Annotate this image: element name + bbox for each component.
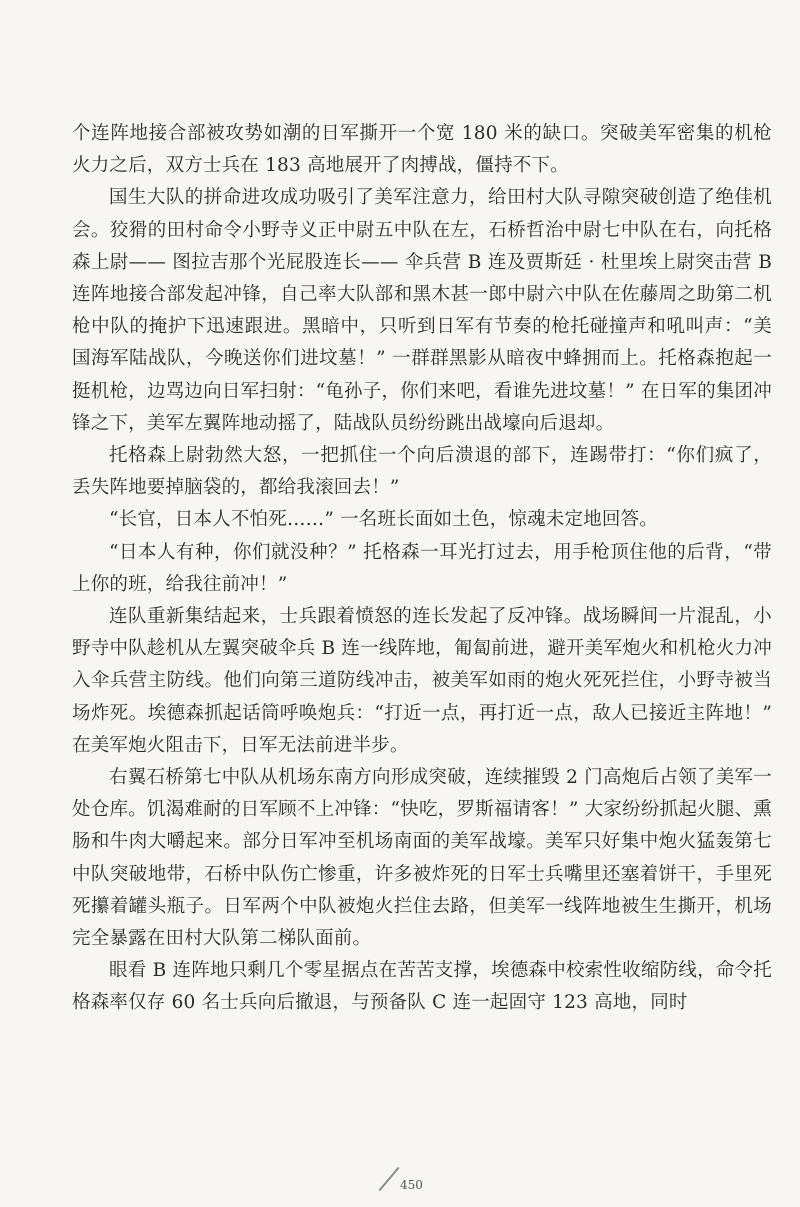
body-text <box>72 118 772 1020</box>
page-number: 450 <box>400 1178 423 1192</box>
page-footer <box>370 1164 450 1198</box>
paragraph-4: “长官，日本人不怕死……” 一名班长面如土色，惊魂未定地回答。 <box>109 509 658 531</box>
paragraph-5: “日本人有种，你们就没种？” 托格森一耳光打过去，用手枪顶住他的后背，“带上你的班，给我往前冲！” <box>72 541 772 595</box>
paragraph-6: 连队重新集结起来，士兵跟着愤怒的连长发起了反冲锋。战场瞬间一片混乱，小野寺中队趁机从左翼突破伞兵 B 连一线阵地，匍匐前进，避开美军炮火和机枪火力冲入伞兵营主防线。他们向第三道防线冲击，被美军如雨的炮火死死拦住，小野寺被当场炸死。埃德森抓起话筒呼唤炮兵：“打近一点，再打近一点，敌人已接近主阵地！” 在美军炮火阻击下，日军无法前进半步。 <box>72 606 772 756</box>
paragraph-3: 托格森上尉勃然大怒，一把抓住一个向后溃退的部下，连踢带打：“你们疯了，丢失阵地要掉脑袋的，都给我滚回去！” <box>72 445 772 499</box>
paragraph-7: 右翼石桥第七中队从机场东南方向形成突破，连续摧毁 2 门高炮后占领了美军一处仓库。饥渴难耐的日军顾不上冲锋：“快吃，罗斯福请客！” 大家纷纷抓起火腿、熏肠和牛肉大嚼起来。部分日军冲至机场南面的美军战壕。美军只好集中炮火猛轰第七中队突破地带，石桥中队伤亡惨重，许多被炸死的日军士兵嘴里还塞着饼干，手里死死攥着罐头瓶子。日军两个中队被炮火拦住去路，但美军一线阵地被生生撕开，机场完全暴露在田村大队第二梯队面前。 <box>72 767 772 950</box>
paragraph-2: 国生大队的拼命进攻成功吸引了美军注意力，给田村大队寻隙突破创造了绝佳机会。狡猾的田村命令小野寺义正中尉五中队在左，石桥哲治中尉七中队在右，向托格森上尉—— 图拉吉那个光屁股连长—— 伞兵营 B 连及贾斯廷 · 杜里埃上尉突击营 B 连阵地接合部发起冲锋，自己率大队部和黑木甚一郎中尉六中队在佐藤周之助第二机枪中队的掩护下迅速跟进。黑暗中，只听到日军有节奏的枪托碰撞声和吼叫声：“美国海军陆战队，今晚送你们进坟墓！” 一群群黑影从暗夜中蜂拥而上。托格森抱起一挺机枪，边骂边向日军扫射：“龟孙子，你们来吧，看谁先进坟墓！” 在日军的集团冲锋之下，美军左翼阵地动摇了，陆战队员纷纷跳出战壕向后退却。 <box>72 187 772 434</box>
footer-slash-decoration <box>379 1167 400 1191</box>
paragraph-1: 个连阵地接合部被攻势如潮的日军撕开一个宽 180 米的缺口。突破美军密集的机枪火力之后，双方士兵在 183 高地展开了肉搏战，僵持不下。 <box>72 123 772 177</box>
paragraph-8: 眼看 B 连阵地只剩几个零星据点在苦苦支撑，埃德森中校索性收缩防线，命令托格森率仅存 60 名士兵向后撤退，与预备队 C 连一起固守 123 高地，同时 <box>72 960 772 1014</box>
